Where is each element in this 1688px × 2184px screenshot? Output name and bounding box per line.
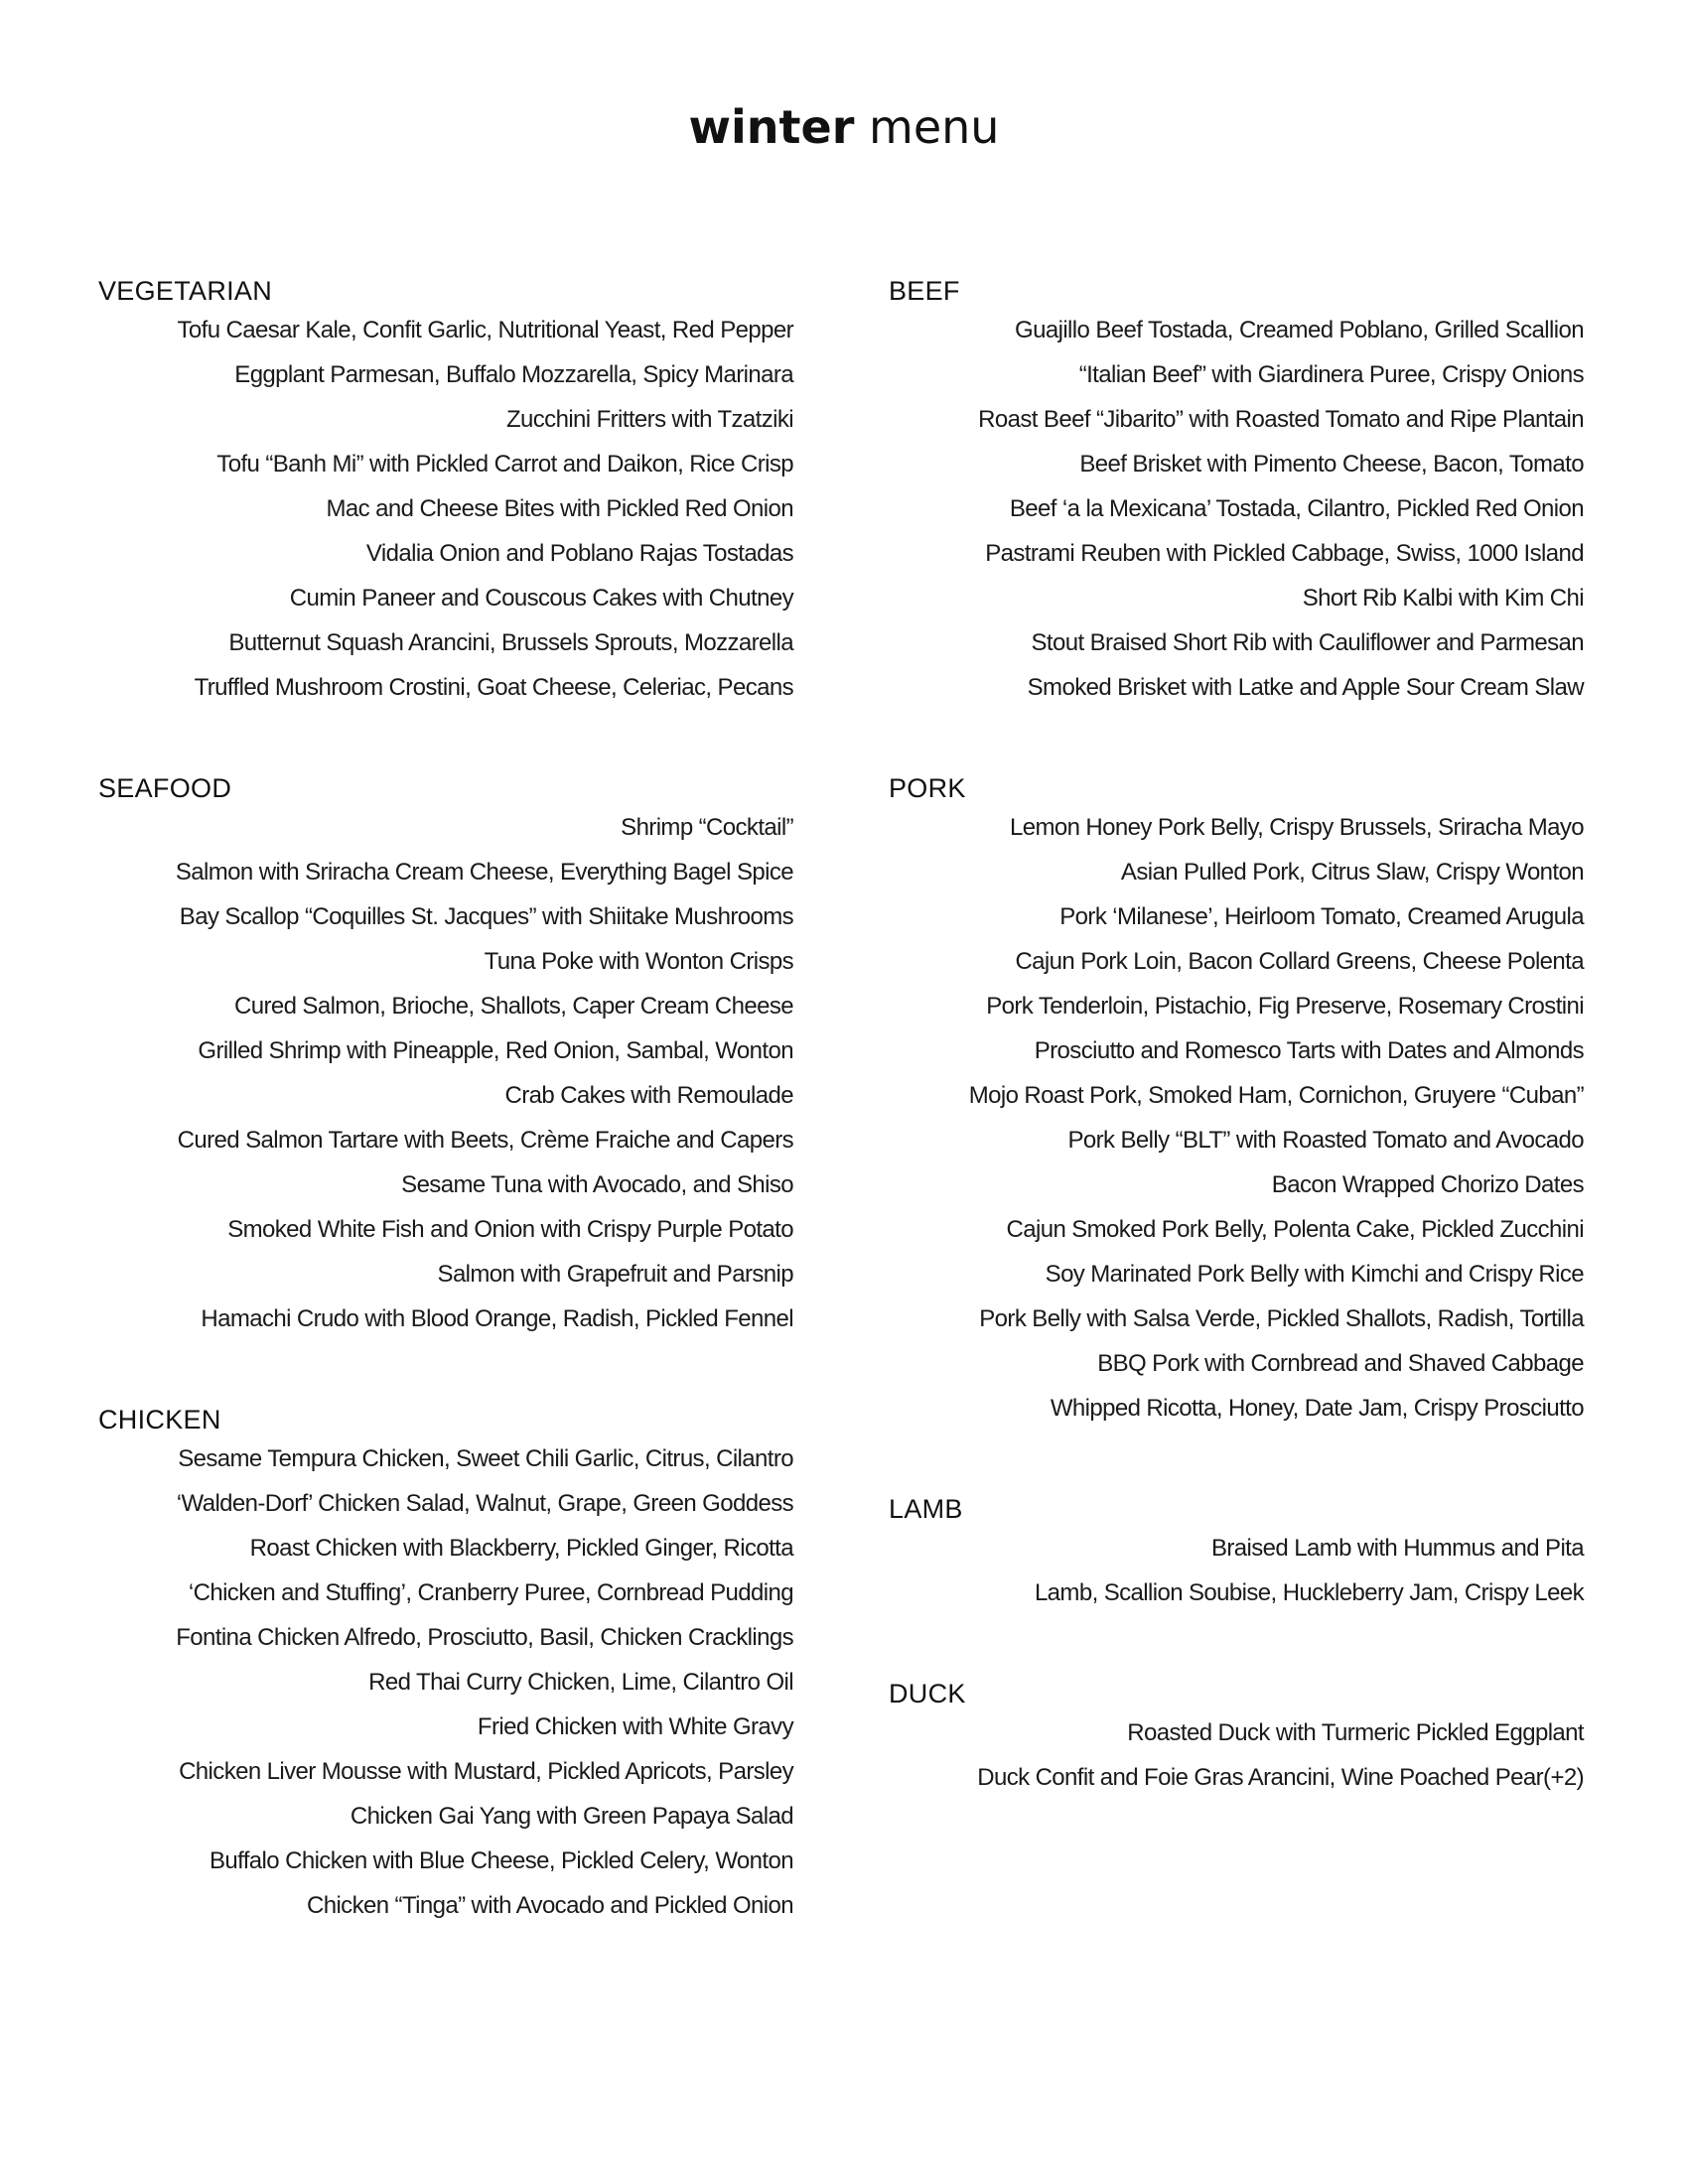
menu-item: Bay Scallop “Coquilles St. Jacques” with Shiitake Mushrooms (179, 903, 793, 930)
menu-item: Whipped Ricotta, Honey, Date Jam, Crispy Prosciutto (1050, 1395, 1584, 1422)
menu-item: Grilled Shrimp with Pineapple, Red Onion, Sambal, Wonton (198, 1037, 793, 1064)
menu-item: Sesame Tuna with Avocado, and Shiso (401, 1171, 793, 1198)
menu-item: Pork Belly with Salsa Verde, Pickled Shallots, Radish, Tortilla (979, 1305, 1584, 1332)
title-bold-word: winter (688, 100, 855, 154)
menu-item: Stout Braised Short Rib with Cauliflower and Parmesan (1031, 629, 1584, 656)
menu-item: Cajun Smoked Pork Belly, Polenta Cake, Pickled Zucchini (1006, 1216, 1584, 1243)
section-heading: BEEF (889, 276, 960, 306)
menu-item: Duck Confit and Foie Gras Arancini, Wine Poached Pear(+2) (977, 1764, 1584, 1791)
section-heading: PORK (889, 773, 966, 803)
menu-item: Soy Marinated Pork Belly with Kimchi and Crispy Rice (1045, 1261, 1584, 1288)
menu-item-list (889, 1710, 1584, 1800)
menu-item: Beef Brisket with Pimento Cheese, Bacon, Tomato (1079, 451, 1584, 478)
menu-item: Roast Chicken with Blackberry, Pickled Ginger, Ricotta (249, 1535, 793, 1562)
menu-item-list (98, 308, 793, 710)
menu-item: Pork Belly “BLT” with Roasted Tomato and Avocado (1067, 1127, 1584, 1154)
section-heading: CHICKEN (98, 1405, 221, 1434)
menu-section-chicken (98, 1403, 793, 1928)
menu-item-list (98, 805, 793, 1341)
menu-item: Hamachi Crudo with Blood Orange, Radish, Pickled Fennel (201, 1305, 793, 1332)
left-column (98, 274, 793, 1989)
menu-item: Mojo Roast Pork, Smoked Ham, Cornichon, Gruyere “Cuban” (968, 1082, 1584, 1109)
page-title (0, 97, 1688, 157)
menu-item-list (889, 308, 1584, 710)
menu-section-vegetarian (98, 274, 793, 710)
menu-item: “Italian Beef” with Giardinera Puree, Crispy Onions (1078, 361, 1584, 388)
menu-item: Fried Chicken with White Gravy (477, 1713, 793, 1740)
menu-item: BBQ Pork with Cornbread and Shaved Cabbage (1097, 1350, 1584, 1377)
menu-item: Tuna Poke with Wonton Crisps (484, 948, 793, 975)
menu-item: Salmon with Sriracha Cream Cheese, Everything Bagel Spice (175, 859, 793, 886)
menu-item: Zucchini Fritters with Tzatziki (505, 406, 793, 433)
section-heading: DUCK (889, 1679, 966, 1708)
section-heading: LAMB (889, 1494, 963, 1524)
menu-item: Cajun Pork Loin, Bacon Collard Greens, Cheese Polenta (1015, 948, 1584, 975)
menu-item-list (98, 1436, 793, 1928)
menu-item: Roasted Duck with Turmeric Pickled Eggplant (1127, 1719, 1584, 1746)
menu-item: Smoked Brisket with Latke and Apple Sour Cream Slaw (1027, 674, 1584, 701)
section-heading: SEAFOOD (98, 773, 232, 803)
title-light-word: menu (869, 100, 1000, 154)
menu-item: Roast Beef “Jibarito” with Roasted Tomato and Ripe Plantain (978, 406, 1584, 433)
menu-item: Chicken “Tinga” with Avocado and Pickled Onion (306, 1892, 793, 1919)
menu-item-list (889, 805, 1584, 1431)
menu-item: Buffalo Chicken with Blue Cheese, Pickled Celery, Wonton (209, 1847, 793, 1874)
menu-item: Mac and Cheese Bites with Pickled Red Onion (326, 495, 793, 522)
menu-item: Sesame Tempura Chicken, Sweet Chili Garlic, Citrus, Cilantro (178, 1445, 793, 1472)
right-column (889, 274, 1584, 1861)
menu-item: Bacon Wrapped Chorizo Dates (1271, 1171, 1584, 1198)
menu-item: Fontina Chicken Alfredo, Prosciutto, Basil, Chicken Cracklings (176, 1624, 793, 1651)
menu-item: Tofu Caesar Kale, Confit Garlic, Nutritional Yeast, Red Pepper (177, 317, 793, 343)
menu-item: Beef ‘a la Mexicana’ Tostada, Cilantro, Pickled Red Onion (1009, 495, 1584, 522)
menu-item: Shrimp “Cocktail” (621, 814, 793, 841)
menu-item: Vidalia Onion and Poblano Rajas Tostadas (365, 540, 793, 567)
menu-item: Prosciutto and Romesco Tarts with Dates and Almonds (1034, 1037, 1584, 1064)
menu-item: Asian Pulled Pork, Citrus Slaw, Crispy Wonton (1120, 859, 1584, 886)
menu-item: Chicken Liver Mousse with Mustard, Pickled Apricots, Parsley (179, 1758, 793, 1785)
menu-item: Eggplant Parmesan, Buffalo Mozzarella, Spicy Marinara (234, 361, 793, 388)
menu-item: Crab Cakes with Remoulade (504, 1082, 793, 1109)
menu-item: ‘Walden-Dorf’ Chicken Salad, Walnut, Grape, Green Goddess (176, 1490, 793, 1517)
menu-section-duck (889, 1677, 1584, 1800)
menu-item: Lamb, Scallion Soubise, Huckleberry Jam, Crispy Leek (1034, 1579, 1584, 1606)
menu-item: Guajillo Beef Tostada, Creamed Poblano, Grilled Scallion (1015, 317, 1584, 343)
menu-item: Truffled Mushroom Crostini, Goat Cheese, Celeriac, Pecans (194, 674, 793, 701)
menu-item: Chicken Gai Yang with Green Papaya Salad (350, 1803, 793, 1830)
menu-section-pork (889, 771, 1584, 1431)
menu-item: Pork Tenderloin, Pistachio, Fig Preserve, Rosemary Crostini (986, 993, 1584, 1020)
menu-section-seafood (98, 771, 793, 1341)
menu-item: Smoked White Fish and Onion with Crispy Purple Potato (227, 1216, 793, 1243)
menu-item: Red Thai Curry Chicken, Lime, Cilantro Oil (368, 1669, 793, 1696)
section-heading: VEGETARIAN (98, 276, 273, 306)
menu-item: Tofu “Banh Mi” with Pickled Carrot and Daikon, Rice Crisp (216, 451, 793, 478)
menu-item-list (889, 1526, 1584, 1615)
menu-item: Lemon Honey Pork Belly, Crispy Brussels, Sriracha Mayo (1009, 814, 1584, 841)
menu-item: Pastrami Reuben with Pickled Cabbage, Swiss, 1000 Island (985, 540, 1584, 567)
menu-item: Cured Salmon, Brioche, Shallots, Caper Cream Cheese (233, 993, 793, 1020)
menu-section-lamb (889, 1492, 1584, 1615)
menu-item: Short Rib Kalbi with Kim Chi (1302, 585, 1584, 612)
menu-item: Braised Lamb with Hummus and Pita (1210, 1535, 1584, 1562)
menu-item: Cumin Paneer and Couscous Cakes with Chutney (289, 585, 793, 612)
menu-item: Cured Salmon Tartare with Beets, Crème Fraiche and Capers (177, 1127, 793, 1154)
menu-section-beef (889, 274, 1584, 710)
menu-item: Salmon with Grapefruit and Parsnip (437, 1261, 793, 1288)
menu-item: ‘Chicken and Stuffing’, Cranberry Puree, Cornbread Pudding (188, 1579, 793, 1606)
menu-item: Pork ‘Milanese’, Heirloom Tomato, Creamed Arugula (1059, 903, 1584, 930)
menu-item: Butternut Squash Arancini, Brussels Sprouts, Mozzarella (228, 629, 793, 656)
